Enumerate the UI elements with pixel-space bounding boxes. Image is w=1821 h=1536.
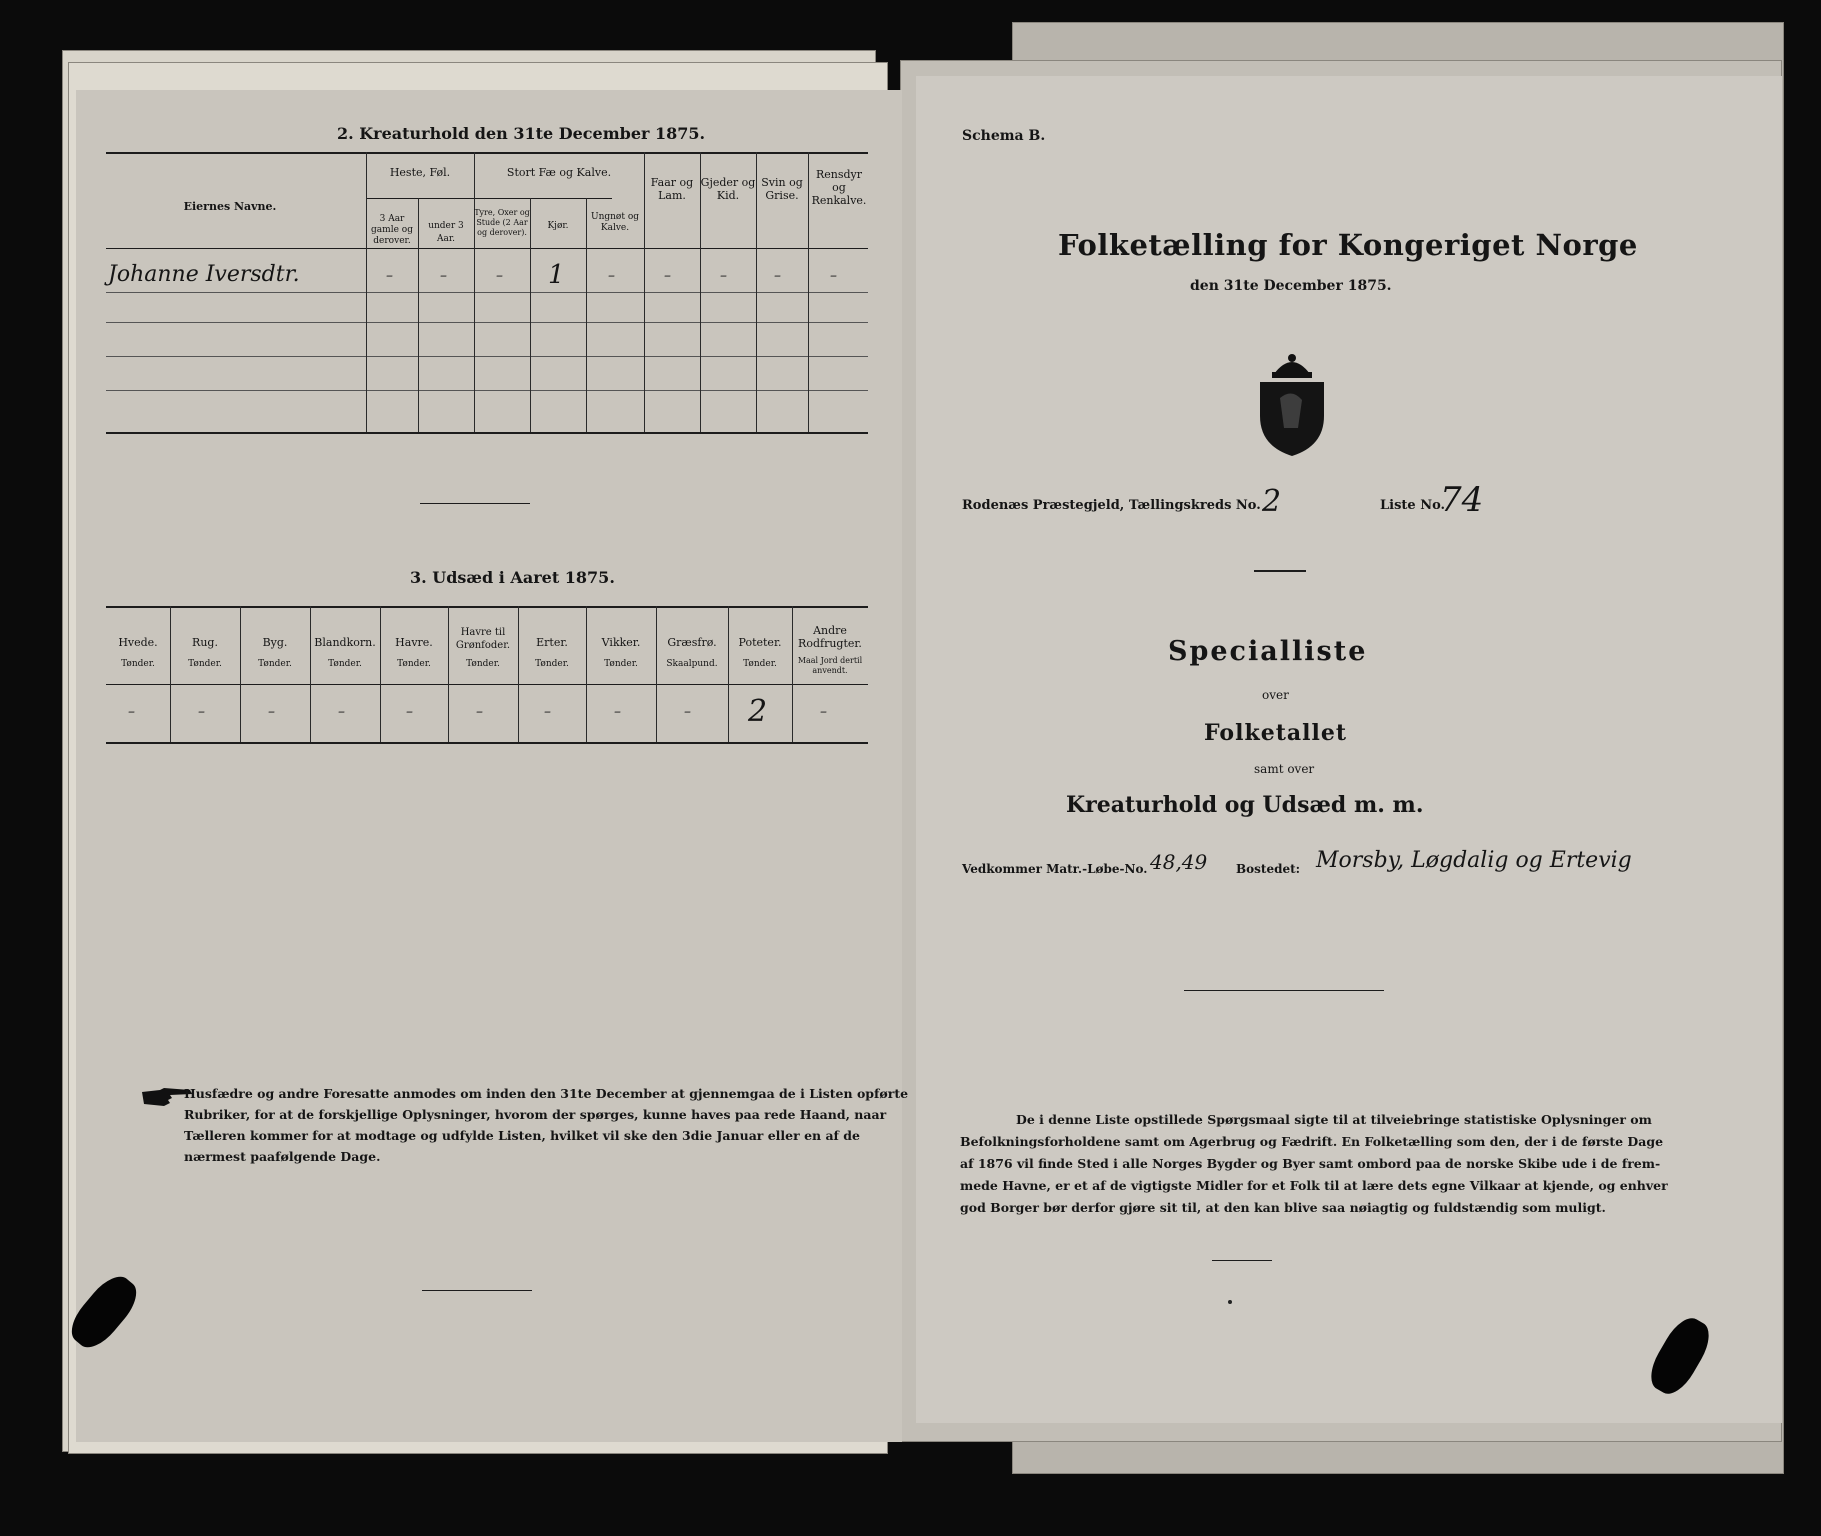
crop-value: – [614, 704, 621, 720]
crop-col-unit: Maal Jord dertil anvendt. [797, 656, 863, 675]
livestock-value: – [664, 268, 671, 284]
livestock-col-line [366, 152, 367, 432]
crop-value: – [476, 704, 483, 720]
col-goats-header: Gjeder og Kid. [700, 176, 756, 202]
crop-col-name: Poteter. [738, 636, 782, 649]
schema-label: Schema B. [962, 128, 1046, 144]
col-sheep-header: Faar og Lam. [650, 176, 694, 202]
livestock-row-rule [106, 322, 868, 323]
crop-value: – [128, 704, 135, 720]
footer-line: Befolkningsforholdene samt om Agerbrug og Fædrift. En Folketælling som den, der i de første Dage [960, 1134, 1664, 1149]
district-label: Rodenæs Præstegjeld, Tællingskreds No. [962, 498, 1261, 513]
livestock-row-rule [106, 356, 868, 357]
col-bulls-header: Tyre, Oxer og Stude (2 Aar og derover). [474, 208, 530, 237]
crop-col-line [728, 606, 729, 742]
crop-col-unit: Skaalpund. [666, 659, 718, 669]
census-date: den 31te December 1875. [1190, 278, 1392, 294]
col-horses-young-header: under 3 Aar. [428, 221, 464, 244]
bottom-dot [1228, 1300, 1232, 1304]
livestock-value: – [496, 268, 503, 284]
livestock-table-header-rule [106, 248, 868, 249]
crop-value: 2 [748, 694, 768, 729]
notice-line: Husfædre og andre Foresatte anmodes om inden den 31te December at gjennemgaa de i Listen opførte [184, 1086, 909, 1101]
livestock-value: – [830, 268, 837, 284]
crop-value: – [406, 704, 413, 720]
footer-line: god Borger bør derfor gjøre sit til, at den kan blive saa nøiagtig og fuldstændig som muligt. [960, 1200, 1606, 1215]
crop-col-line [656, 606, 657, 742]
list-label: Liste No. [1380, 498, 1446, 513]
crop-col-unit: Tønder. [258, 659, 292, 669]
livestock-subheader-rule [366, 198, 612, 199]
footer-line: mede Havne, er et af de vigtigste Midler for et Folk til at lære dets egne Vilkaar at kjende, og enhver [960, 1178, 1668, 1193]
crop-col-unit: Tønder. [466, 659, 500, 669]
livestock-row-rule [106, 390, 868, 391]
livestock-value: – [608, 268, 615, 284]
crop-col-name: Erter. [536, 636, 568, 649]
col-cattle-header: Stort Fæ og Kalve. [506, 166, 612, 179]
right-mid-rule [1184, 990, 1384, 991]
crop-col-unit: Tønder. [121, 659, 155, 669]
livestock-value: 1 [548, 260, 565, 290]
crop-table-bottom-rule [106, 742, 868, 744]
col-young-header: Ungnøt og Kalve. [590, 212, 639, 233]
crop-col-line [240, 606, 241, 742]
list-number: 74 [1440, 480, 1484, 520]
section3-title: 3. Udsæd i Aaret 1875. [410, 568, 615, 587]
right-separator-rule [1254, 570, 1306, 572]
livestock-table-top-rule [106, 152, 868, 154]
livestock-col-line [530, 198, 531, 432]
crop-col-name: Blandkorn. [314, 636, 376, 649]
crop-col-name: Havre til Grønfoder. [455, 627, 511, 651]
livestock-value: – [720, 268, 727, 284]
crop-table-top-rule [106, 606, 868, 608]
notice-line: nærmest paafølgende Dage. [184, 1149, 381, 1164]
crop-col-unit: Tønder. [328, 659, 362, 669]
col-horses-header: Heste, Føl. [389, 166, 451, 179]
crop-col-name: Græsfrø. [667, 636, 717, 649]
crop-value: – [268, 704, 275, 720]
crop-value: – [820, 704, 827, 720]
footer-line: af 1876 vil finde Sted i alle Norges Bygder og Byer samt ombord paa de norske Skibe ude i de frem- [960, 1156, 1661, 1171]
crop-col-name: Havre. [395, 636, 433, 649]
folketallet-title: Folketallet [1204, 720, 1347, 746]
crop-col-name: Byg. [262, 636, 288, 649]
left-bottom-rule [422, 1290, 532, 1291]
section2-title: 2. Kreaturhold den 31te December 1875. [337, 124, 706, 143]
crop-col-line [310, 606, 311, 742]
crop-col-line [586, 606, 587, 742]
livestock-row-rule [106, 292, 868, 293]
crop-col-unit: Tønder. [188, 659, 222, 669]
col-owner-header: Eiernes Navne. [183, 200, 277, 213]
over-text: over [1262, 688, 1289, 702]
crop-col-line [518, 606, 519, 742]
livestock-col-line [474, 152, 475, 432]
bosted-value: Morsby, Løgdalig og Ertevig [1316, 848, 1632, 873]
notice-line: Rubriker, for at de forskjellige Oplysninger, hvorom der spørges, kunne haves paa rede Haand, naar [184, 1107, 887, 1122]
main-title: Folketælling for Kongeriget Norge [1058, 228, 1638, 262]
col-horses-old-header: 3 Aar gamle og derover. [371, 214, 413, 246]
crop-col-name: Vikker. [601, 636, 641, 649]
col-cows-header: Kjør. [547, 221, 569, 231]
crop-col-line [380, 606, 381, 742]
livestock-table-bottom-rule [106, 432, 868, 434]
crop-col-unit: Tønder. [535, 659, 569, 669]
crop-col-name: Rug. [192, 636, 218, 649]
crop-table-header-rule [106, 684, 868, 685]
crop-value: – [684, 704, 691, 720]
crop-col-unit: Tønder. [397, 659, 431, 669]
livestock-value: – [386, 268, 393, 284]
bosted-label: Bostedet: [1236, 862, 1301, 876]
col-pigs-header: Svin og Grise. [761, 176, 803, 202]
crop-value: – [544, 704, 551, 720]
samt-over-text: samt over [1254, 762, 1315, 776]
right-bottom-rule [1212, 1260, 1272, 1261]
matr-number: 48,49 [1150, 850, 1208, 874]
crop-col-unit: Tønder. [604, 659, 638, 669]
crop-col-name: Andre Rodfrugter. [798, 624, 862, 650]
crop-value: – [198, 704, 205, 720]
livestock-value: – [440, 268, 447, 284]
crop-col-name: Hvede. [118, 636, 158, 649]
livestock-value: – [774, 268, 781, 284]
coat-of-arms-icon [1250, 348, 1334, 458]
notice-line: Tælleren kommer for at modtage og udfylde Listen, hvilket vil ske den 3die Januar eller en af de [184, 1128, 860, 1143]
kreaturhold-title: Kreaturhold og Udsæd m. m. [1066, 792, 1424, 818]
owner-name: Johanne Iversdtr. [108, 262, 300, 287]
footer-line: De i denne Liste opstillede Spørgsmaal sigte til at tilveiebringe statistiske Oplysninger om [1016, 1112, 1652, 1127]
specialliste-title: Specialliste [1168, 636, 1368, 667]
col-reindeer-header: Rensdyr og Renkalve. [811, 168, 867, 207]
district-number: 2 [1262, 484, 1282, 519]
matr-label: Vedkommer Matr.-Løbe-No. [962, 862, 1148, 876]
crop-col-line [170, 606, 171, 742]
crop-value: – [338, 704, 345, 720]
separator-rule [420, 503, 530, 504]
crop-col-unit: Tønder. [743, 659, 777, 669]
